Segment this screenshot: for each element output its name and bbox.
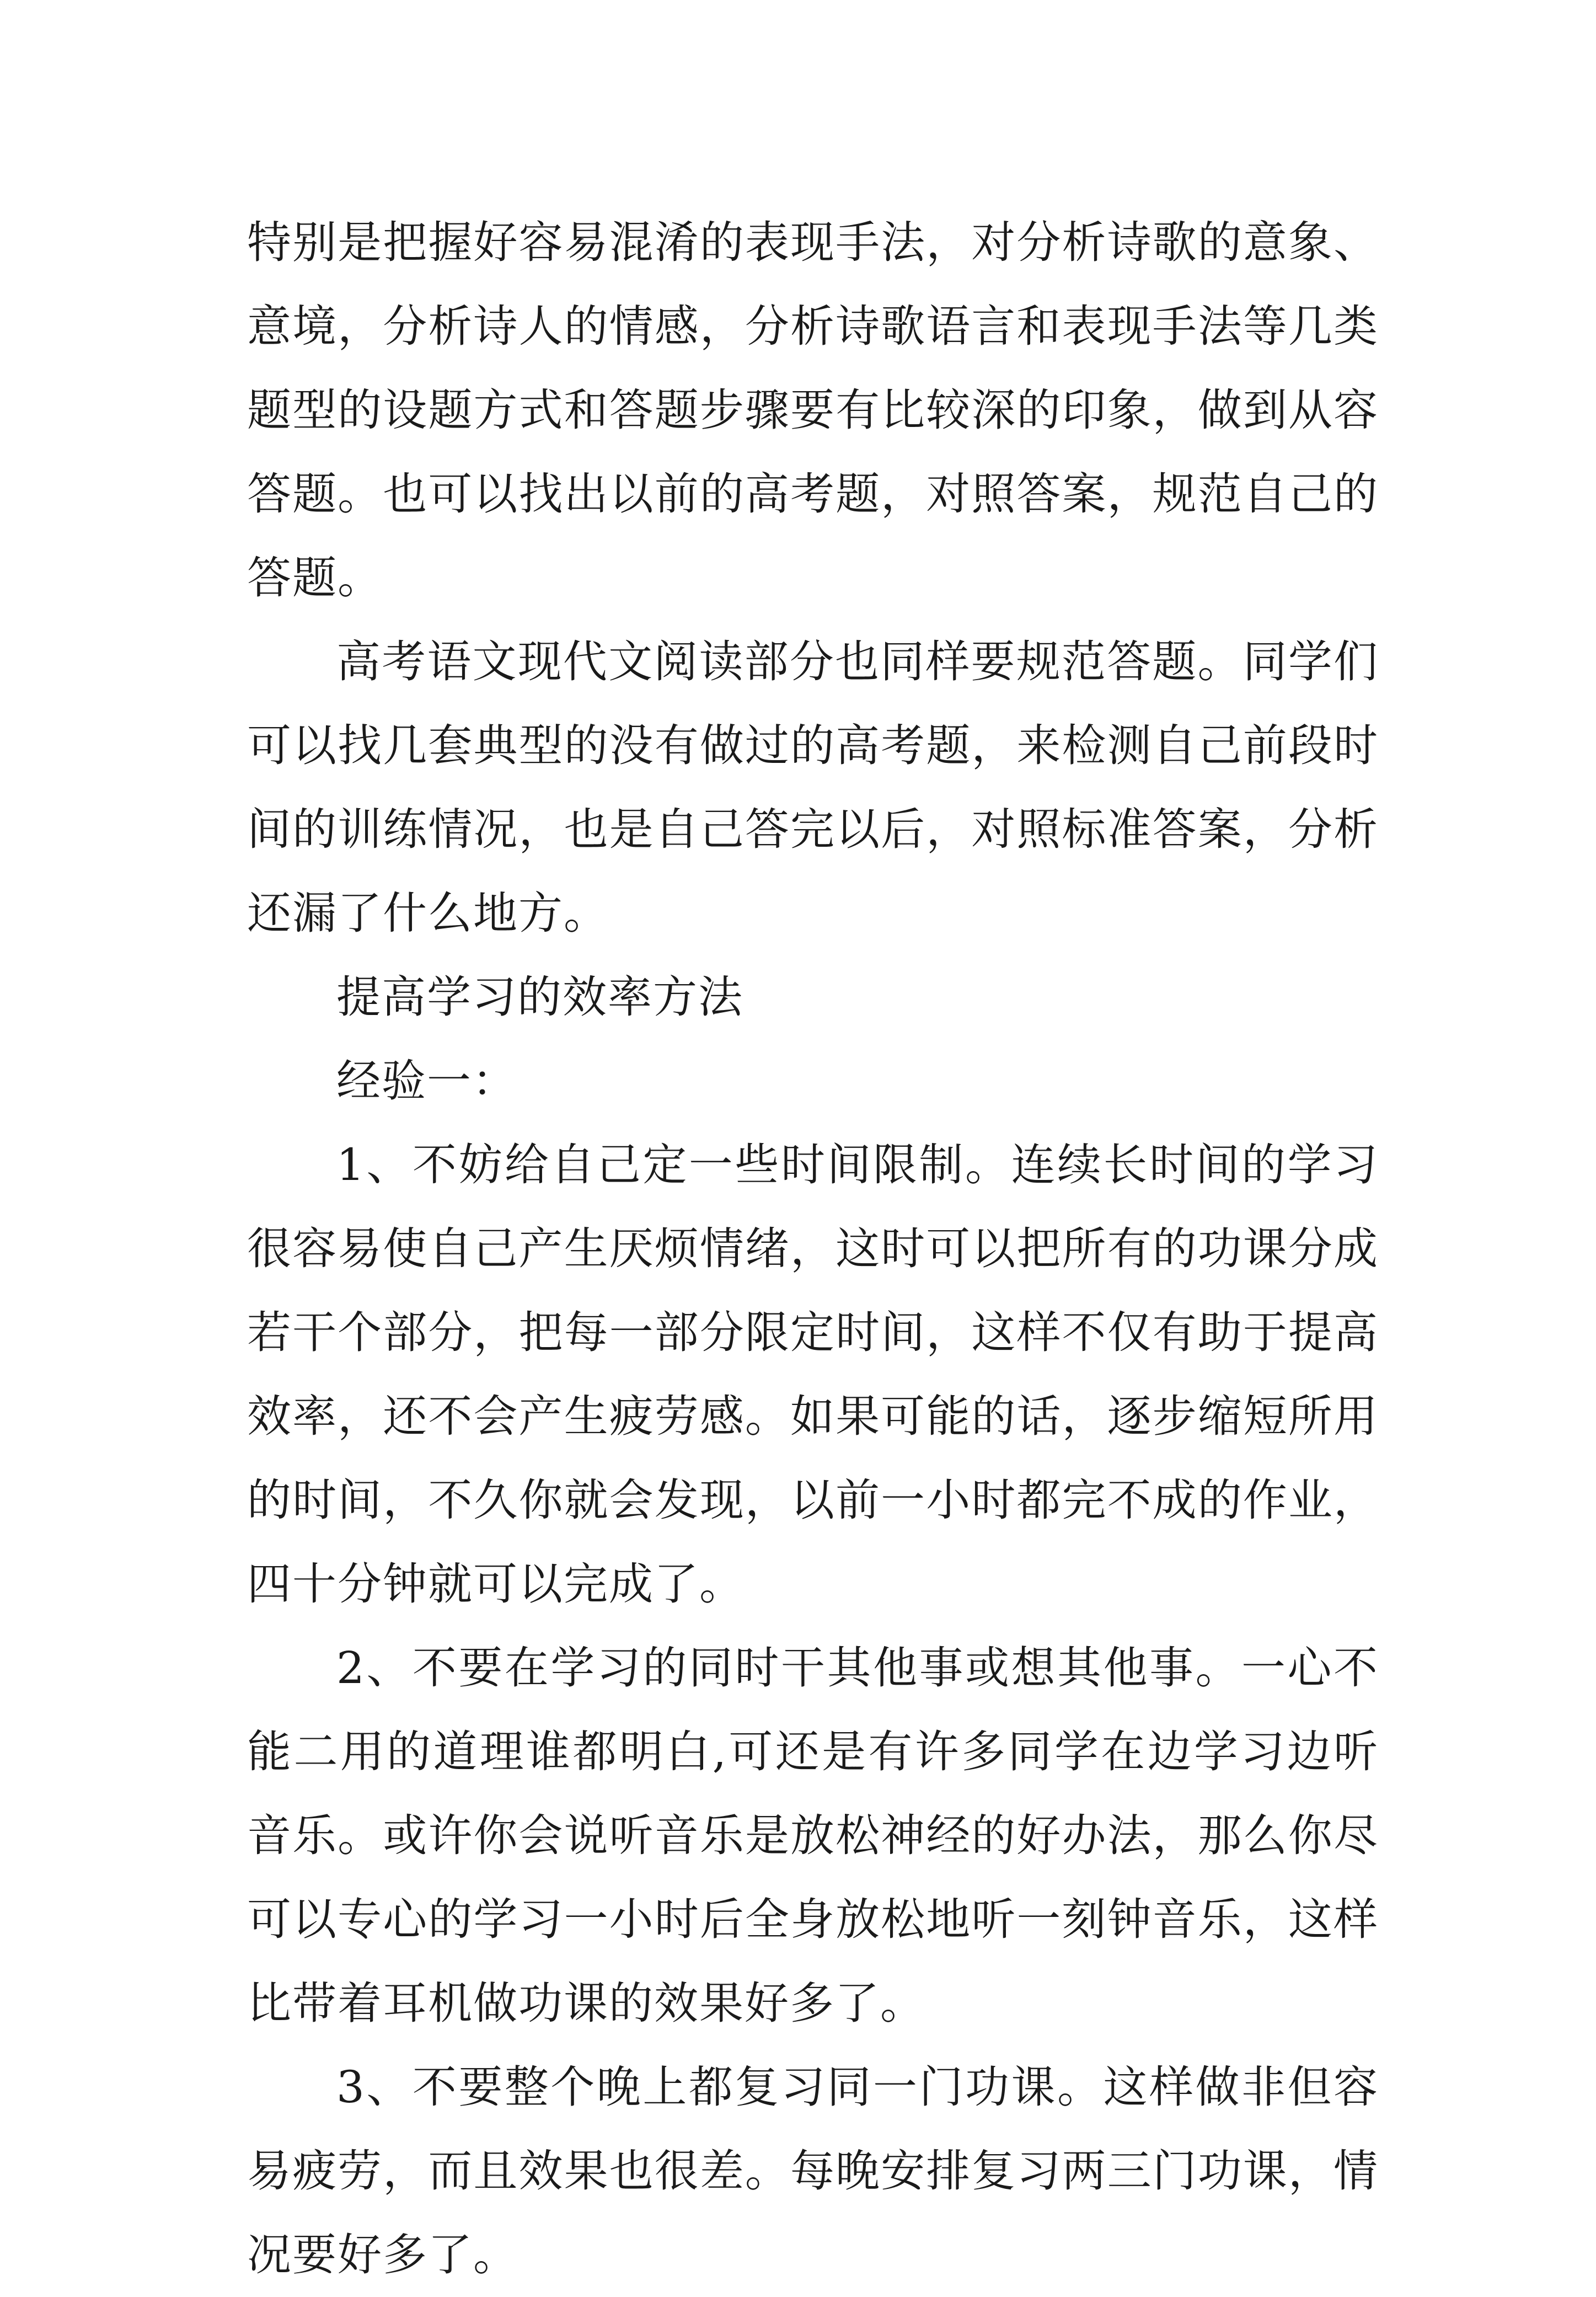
list-item-3: 3、不要整个晚上都复习同一门功课。这样做非但容易疲劳，而且效果也很差。每晚安排复习两三门功课，情况要好多了。	[247, 2061, 1379, 2280]
list-item-2: 2、不要在学习的同时干其他事或想其他事。一心不能二用的道理谁都明白,可还是有许多同学在边学习边听音乐。或许你会说听音乐是放松神经的好办法，那么你尽可以专心的学习一小时后全身放松地听一刻钟音乐，这样比带着耳机做功课的效果好多了。	[247, 1642, 1379, 2029]
paragraph-poetry-answering: 特别是把握好容易混淆的表现手法，对分析诗歌的意象、意境，分析诗人的情感，分析诗歌语言和表现手法等几类题型的设题方式和答题步骤要有比较深的印象，做到从容答题。也可以找出以前的高考题，对照答案，规范自己的答题。	[247, 217, 1379, 603]
section-heading: 提高学习的效率方法	[336, 971, 743, 1023]
subsection-heading: 经验一：	[336, 1055, 517, 1107]
paragraph-modern-reading: 高考语文现代文阅读部分也同样要规范答题。同学们可以找几套典型的没有做过的高考题，来检测自己前段时间的训练情况，也是自己答完以后，对照标准答案，分析还漏了什么地方。	[247, 636, 1379, 939]
document-body	[247, 201, 1379, 2297]
list-item-1: 1、不妨给自己定一些时间限制。连续长时间的学习很容易使自己产生厌烦情绪，这时可以把所有的功课分成若干个部分，把每一部分限定时间，这样不仅有助于提高效率，还不会产生疲劳感。如果可能的话，逐步缩短所用的时间，不久你就会发现，以前一小时都完不成的作业，四十分钟就可以完成了。	[247, 1139, 1379, 1610]
